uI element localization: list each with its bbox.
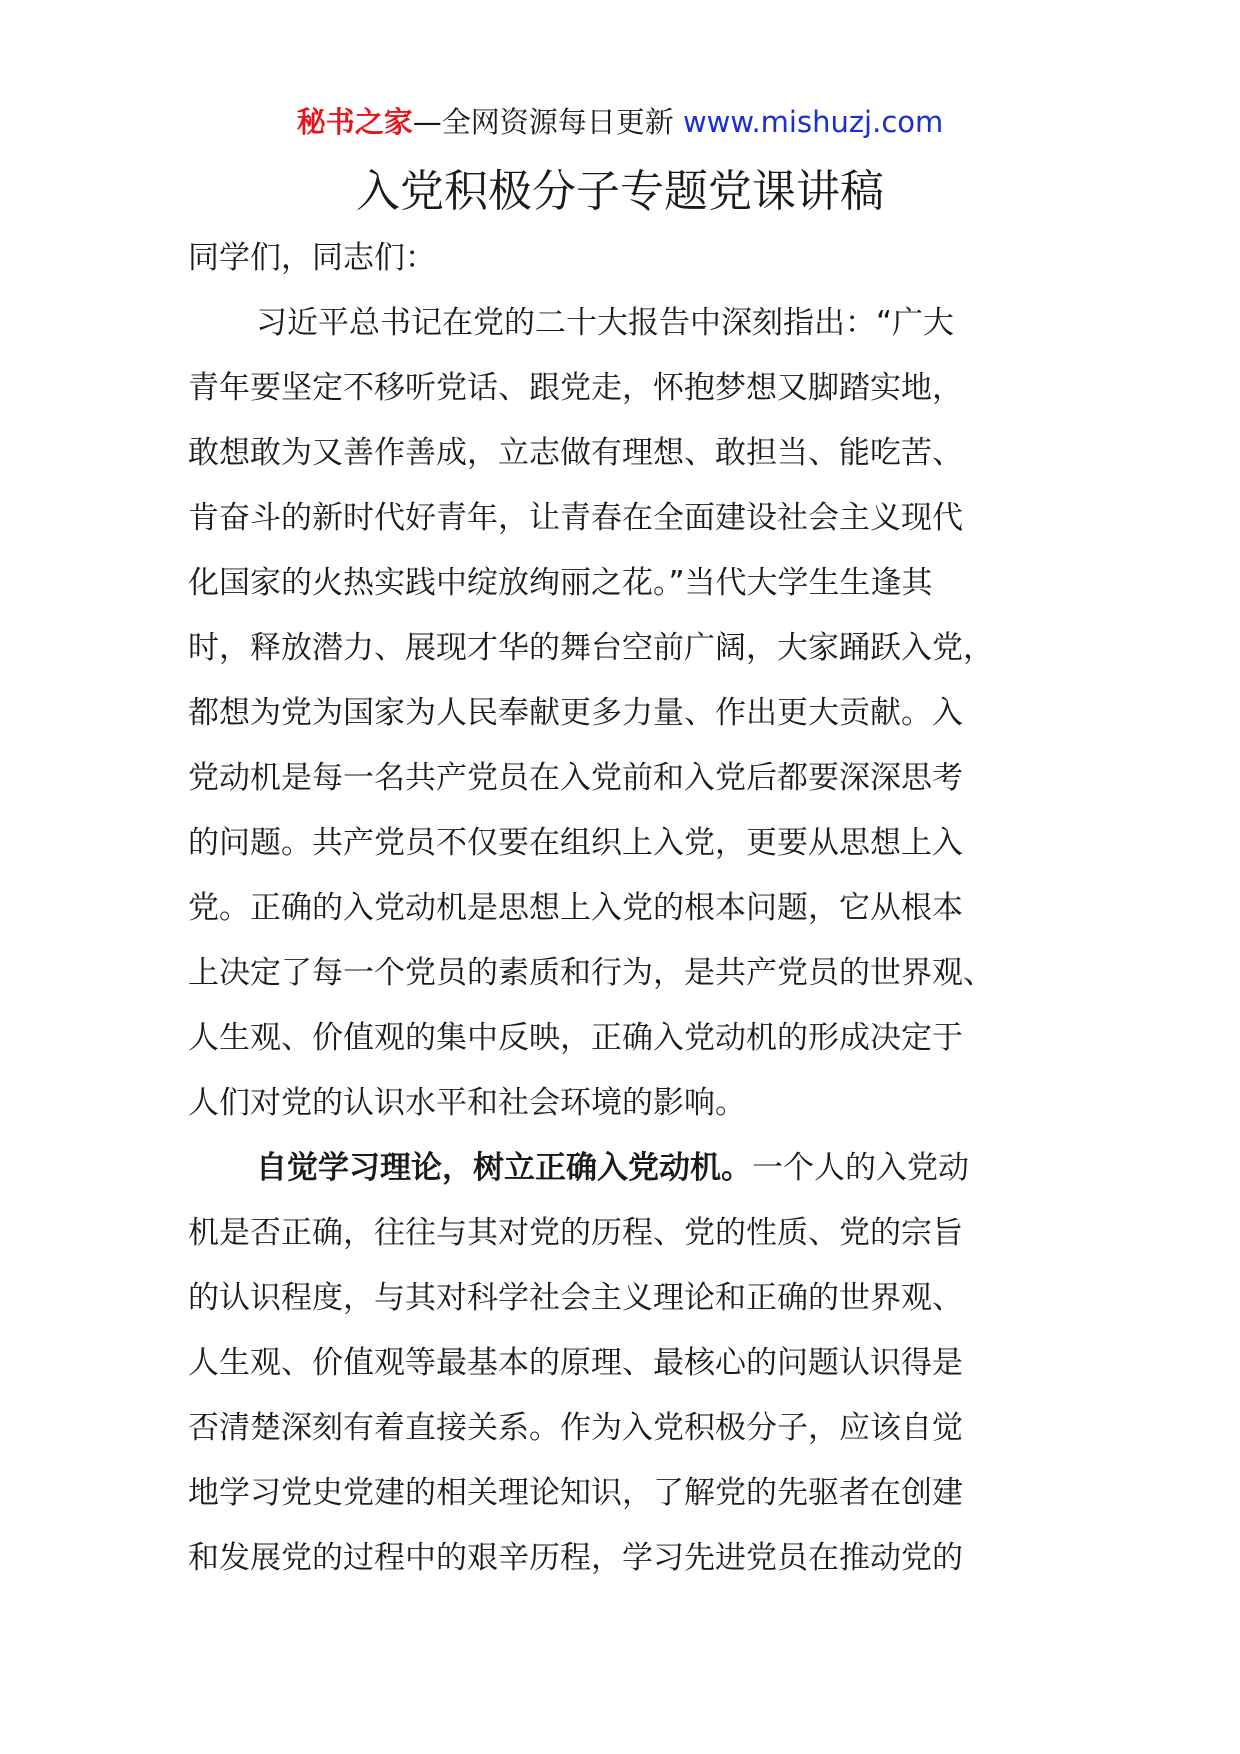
salutation: 同学们，同志们： — [188, 240, 436, 276]
paragraph-line: 上决定了每一个党员的素质和行为，是共产党员的世界观、 — [188, 955, 994, 991]
paragraph-line: 青年要坚定不移听党话、跟党走，怀抱梦想又脚踏实地， — [188, 370, 963, 406]
paragraph-line: 人生观、价值观等最基本的原理、最核心的问题认识得是 — [188, 1345, 963, 1381]
banner-slogan: —全网资源每日更新 — [412, 105, 674, 139]
document-title: 入党积极分子专题党课讲稿 — [356, 166, 884, 217]
paragraph-line: 的问题。共产党员不仅要在组织上入党，更要从思想上入 — [188, 825, 963, 861]
site-url-link[interactable]: www.mishuzj.com — [682, 105, 944, 139]
paragraph-line: 的认识程度，与其对科学社会主义理论和正确的世界观、 — [188, 1280, 963, 1316]
paragraph-line: 肯奋斗的新时代好青年，让青春在全面建设社会主义现代 — [188, 500, 963, 536]
document-body — [188, 226, 1044, 1591]
paragraph-line: 否清楚深刻有着直接关系。作为入党积极分子，应该自觉 — [188, 1410, 963, 1446]
paragraph-line: 人们对党的认识水平和社会环境的影响。 — [188, 1085, 746, 1121]
paragraph-line: 人生观、价值观的集中反映，正确入党动机的形成决定于 — [188, 1020, 963, 1056]
paragraph-line: 和发展党的过程中的艰辛历程，学习先进党员在推动党的 — [188, 1540, 963, 1576]
paragraph-line: 地学习党史党建的相关理论知识，了解党的先驱者在创建 — [188, 1475, 963, 1511]
paragraph-line: 习近平总书记在党的二十大报告中深刻指出：“广大 — [256, 305, 955, 341]
paragraph-line: 敢想敢为又善作善成，立志做有理想、敢担当、能吃苦、 — [188, 435, 963, 471]
paragraph-line: 时，释放潜力、展现才华的舞台空前广阔，大家踊跃入党， — [188, 630, 994, 666]
paragraph-line: 机是否正确，往往与其对党的历程、党的性质、党的宗旨 — [188, 1215, 963, 1251]
paragraph-line: 党动机是每一名共产党员在入党前和入党后都要深深思考 — [188, 760, 963, 796]
paragraph-line: 党。正确的入党动机是思想上入党的根本问题，它从根本 — [188, 890, 963, 926]
site-banner — [0, 100, 1240, 144]
paragraph-line: 都想为党为国家为人民奉献更多力量、作出更大贡献。入 — [188, 695, 963, 731]
paragraph-first-line — [188, 1136, 1044, 1201]
section-heading-inline: 自觉学习理论，树立正确入党动机。 — [256, 1150, 752, 1186]
paragraph-2 — [188, 1136, 1044, 1591]
paragraph-line-rest: 一个人的入党动 — [752, 1150, 969, 1186]
paragraph-line: 化国家的火热实践中绽放绚丽之花。”当代大学生生逢其 — [188, 565, 933, 601]
paragraph-1 — [188, 291, 1044, 1136]
brand-name: 秘书之家 — [296, 105, 413, 139]
